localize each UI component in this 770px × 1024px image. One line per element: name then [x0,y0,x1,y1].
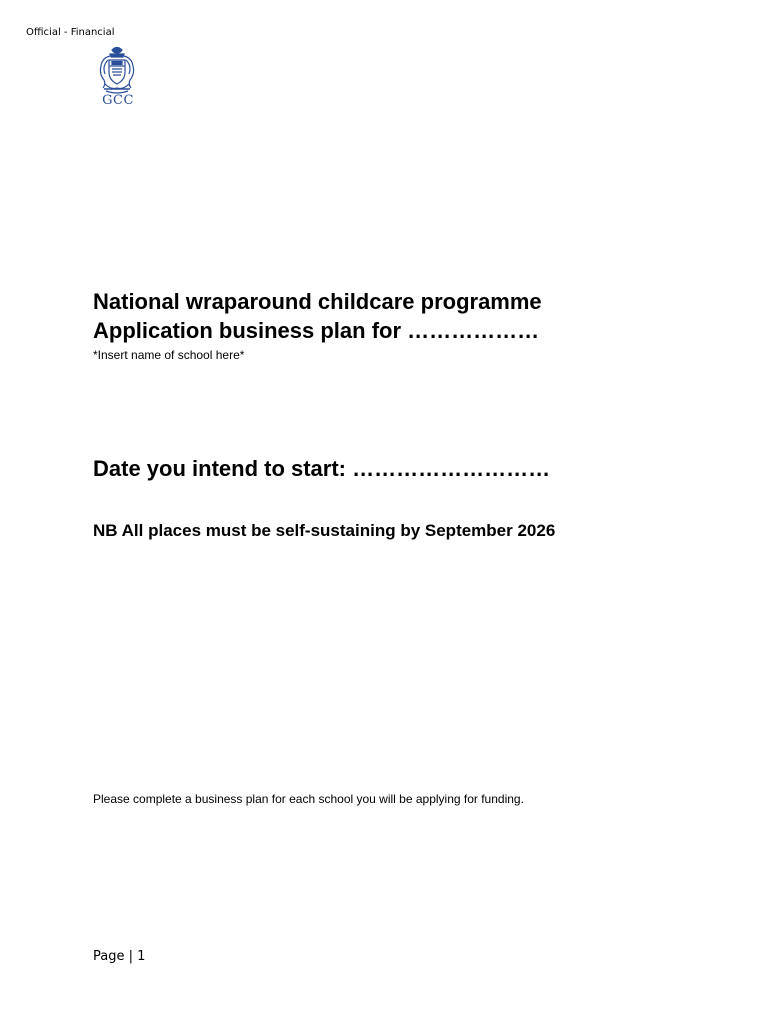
page-title-line-1: National wraparound childcare programme [93,289,542,314]
page-title-line-2: Application business plan for ……………… [93,318,540,343]
classification-label: Official - Financial [26,27,115,38]
school-name-hint: *Insert name of school here* [93,348,245,362]
instruction-text: Please complete a business plan for each school you will be applying for funding. [93,792,524,806]
self-sustaining-note: NB All places must be self-sustaining by September 2026 [93,521,556,540]
page-number: Page | 1 [93,949,146,964]
gcc-crest-icon [96,44,138,112]
title-block [93,287,733,362]
start-date-prompt: Date you intend to start: ……………………… [93,456,551,481]
logo-text: GCC [102,93,134,108]
